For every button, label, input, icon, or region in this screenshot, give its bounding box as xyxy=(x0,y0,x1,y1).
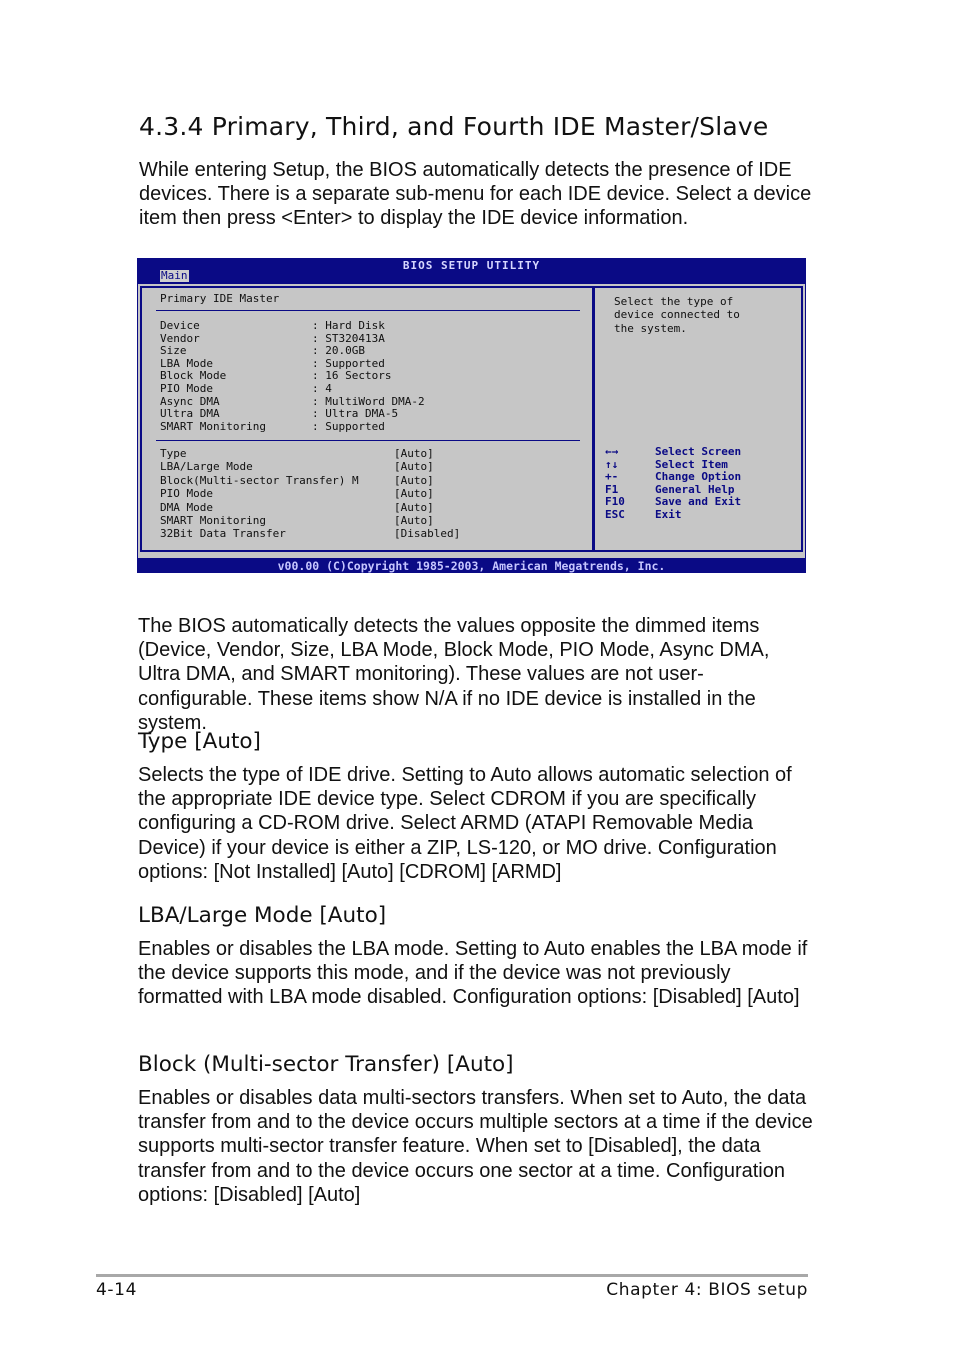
option-value[interactable]: [Auto] xyxy=(394,460,434,474)
option-label[interactable]: Block(Multi-sector Transfer) M xyxy=(160,473,359,487)
option-value[interactable]: [Auto] xyxy=(394,514,434,527)
help-line: device connected to xyxy=(614,308,740,322)
info-label: LBA Mode xyxy=(160,356,213,370)
key-description: Select Item xyxy=(655,457,728,471)
info-label: Ultra DMA xyxy=(160,407,220,421)
info-label: Device xyxy=(160,319,200,332)
key-name: F1 xyxy=(605,482,619,496)
key-name: ↑↓ xyxy=(605,457,619,471)
info-value: : MultiWord DMA-2 xyxy=(312,394,425,408)
footer-rule xyxy=(96,1274,808,1277)
bios-panel-header: Primary IDE Master xyxy=(160,292,280,305)
info-value: : 4 xyxy=(312,382,332,395)
type-heading: Type [Auto] xyxy=(138,729,261,754)
key-description: Exit xyxy=(655,508,682,521)
key-description: Select Screen xyxy=(655,445,742,458)
option-value[interactable]: [Auto] xyxy=(394,473,434,487)
bios-title: BIOS SETUP UTILITY xyxy=(402,259,541,272)
info-label: PIO Mode xyxy=(160,382,213,395)
divider xyxy=(156,440,580,441)
page-number: 4-14 xyxy=(96,1280,137,1300)
bios-help-pane xyxy=(593,286,803,552)
block-heading: Block (Multi-sector Transfer) [Auto] xyxy=(138,1052,514,1077)
key-description: Change Option xyxy=(655,470,742,484)
bios-tab-main[interactable]: Main xyxy=(161,269,188,282)
key-name: F10 xyxy=(605,495,625,509)
auto-detect-paragraph: The BIOS automatically detects the values opposite the dimmed items (Device, Vendor, Size, LBA Mode, Block Mode, PIO Mode, Async DMA, Ultra DMA, and SMART monitoring). These values are not user-configurable. These items show N/A if no IDE device is installed in the system. xyxy=(138,615,770,734)
info-value: : 20.0GB xyxy=(312,344,365,358)
option-value[interactable]: [Auto] xyxy=(394,447,434,460)
key-description: Save and Exit xyxy=(655,495,742,509)
info-value: : 16 Sectors xyxy=(312,369,392,383)
option-label[interactable]: Type xyxy=(160,447,187,460)
info-value: : Supported xyxy=(312,356,385,370)
intro-paragraph: While entering Setup, the BIOS automatically detects the presence of IDE devices. There is a separate sub-menu for each IDE device. Select a device item then press <Enter> to display the IDE device information. xyxy=(139,159,812,230)
info-value: : Supported xyxy=(312,419,385,433)
bios-screenshot xyxy=(137,258,806,573)
option-value[interactable]: [Auto] xyxy=(394,487,434,501)
help-line: the system. xyxy=(614,321,687,335)
option-value[interactable]: [Auto] xyxy=(394,500,434,514)
key-name: ESC xyxy=(605,508,625,521)
type-paragraph: Selects the type of IDE drive. Setting to Auto allows automatic selection of the appropriate IDE device type. Select CDROM if you are specifically configuring a CD-ROM drive. Select ARMD (ATAPI Removable Media Device) if your device is either a ZIP, LS-120, or MO drive. Configuration options: [Not Installed] [Auto] [CDROM] [ARMD] xyxy=(138,764,792,883)
block-paragraph: Enables or disables data multi-sectors transfers. When set to Auto, the data transfer from and to the device occurs multiple sectors at a time if the device supports multi-sector transfer feature. When set to [Disabled], the data transfer from and to the device occurs one sector at a time. Configuration options: [Disabled] [Auto] xyxy=(138,1087,813,1206)
info-label: Vendor xyxy=(160,331,200,345)
info-label: Size xyxy=(160,344,187,358)
bios-copyright: v00.00 (C)Copyright 1985-2003, American Megatrends, Inc. xyxy=(277,559,666,573)
info-label: Async DMA xyxy=(160,394,220,408)
lba-paragraph: Enables or disables the LBA mode. Setting to Auto enables the LBA mode if the device supports this mode, and if the device was not previously formatted with LBA mode disabled. Configuration options: [Disabled] [Auto] xyxy=(138,938,808,1009)
option-label[interactable]: SMART Monitoring xyxy=(160,514,266,527)
option-label[interactable]: LBA/Large Mode xyxy=(160,460,253,474)
key-name: +- xyxy=(605,470,619,484)
bios-settings-pane xyxy=(140,286,594,552)
lba-heading: LBA/Large Mode [Auto] xyxy=(138,903,387,928)
info-label: SMART Monitoring xyxy=(160,419,266,433)
key-description: General Help xyxy=(655,482,735,496)
option-value[interactable]: [Disabled] xyxy=(394,527,461,541)
info-value: : ST320413A xyxy=(312,331,385,345)
option-label[interactable]: DMA Mode xyxy=(160,500,213,514)
option-label[interactable]: PIO Mode xyxy=(160,487,213,501)
chapter-label: Chapter 4: BIOS setup xyxy=(606,1280,808,1300)
divider xyxy=(156,310,580,311)
info-label: Block Mode xyxy=(160,369,227,383)
key-name: ←→ xyxy=(605,445,619,458)
info-value: : Hard Disk xyxy=(312,319,385,332)
section-title: 4.3.4 Primary, Third, and Fourth IDE Master/Slave xyxy=(139,112,769,141)
option-label[interactable]: 32Bit Data Transfer xyxy=(160,527,286,541)
bios-body xyxy=(138,284,805,558)
help-line: Select the type of xyxy=(614,295,734,308)
info-value: : Ultra DMA-5 xyxy=(312,407,399,421)
